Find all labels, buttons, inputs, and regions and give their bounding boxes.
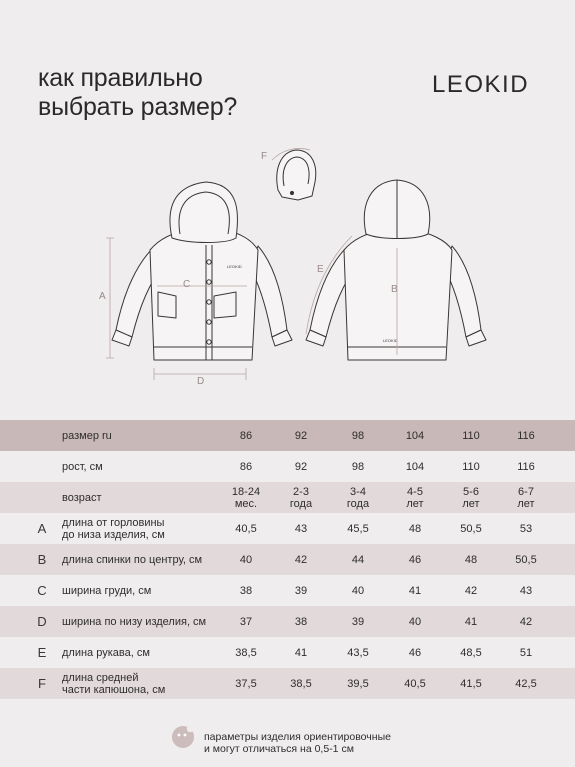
- size-table: [0, 420, 575, 699]
- age-value: 18-24 мес.: [231, 485, 261, 510]
- table-row-c: [0, 575, 575, 606]
- brand-logo: LEOKID: [432, 71, 530, 98]
- table-row-f: [0, 668, 575, 699]
- measure-value: 37: [239, 615, 253, 628]
- title-line-1: как правильно: [38, 64, 203, 92]
- label-b: B: [391, 284, 398, 295]
- height-value: 98: [351, 460, 365, 473]
- table-row-b: [0, 544, 575, 575]
- measure-value: 41,5: [460, 677, 482, 690]
- measure-value: 42: [294, 553, 308, 566]
- measure-value: 51: [519, 646, 533, 659]
- note-line-2: и могут отличаться на 0,5-1 см: [204, 743, 354, 755]
- height-value: 110: [462, 460, 480, 473]
- measure-value: 38: [294, 615, 308, 628]
- measure-value: 42,5: [515, 677, 537, 690]
- row-letter: A: [37, 520, 47, 536]
- measure-value: 44: [351, 553, 365, 566]
- measure-value: 48,5: [460, 646, 482, 659]
- label-a: A: [99, 291, 106, 302]
- table-row-age: [0, 482, 575, 513]
- label-c: C: [183, 279, 191, 290]
- measure-value: 39: [351, 615, 365, 628]
- jacket-back: [306, 180, 486, 360]
- size-value: 104: [405, 429, 425, 442]
- age-value: 4-5 лет: [406, 485, 424, 510]
- mascot-icon: [170, 724, 196, 750]
- age-value: 5-6 лет: [462, 485, 480, 510]
- param-label: длина средней части капюшона, см: [62, 671, 166, 696]
- measure-value: 48: [408, 522, 422, 535]
- measure-value: 41: [464, 615, 478, 628]
- age-value: 6-7 лет: [517, 485, 535, 510]
- table-row-height: [0, 451, 575, 482]
- param-label: ширина груди, см: [62, 584, 152, 597]
- jacket-front: [112, 182, 292, 360]
- table-row-a: [0, 513, 575, 544]
- height-value: 104: [405, 460, 425, 473]
- size-value: 86: [239, 429, 253, 442]
- param-label: длина спинки по центру, см: [62, 553, 203, 566]
- height-value: 116: [517, 460, 535, 473]
- size-value: 98: [351, 429, 365, 442]
- measure-value: 43: [294, 522, 308, 535]
- height-value: 86: [239, 460, 253, 473]
- hood-detail: [277, 150, 316, 200]
- label-f: F: [261, 151, 268, 162]
- row-letter: B: [37, 551, 47, 567]
- age-value: 2-3 года: [289, 485, 313, 510]
- measure-value: 40,5: [235, 522, 257, 535]
- param-label: размер ru: [62, 429, 112, 442]
- size-value: 92: [294, 429, 308, 442]
- size-value: 110: [462, 429, 480, 442]
- param-label: длина рукава, см: [62, 646, 150, 659]
- row-letter: D: [37, 613, 47, 629]
- measure-value: 37,5: [235, 677, 257, 690]
- table-row-e: [0, 637, 575, 668]
- measure-value: 43,5: [347, 646, 369, 659]
- measure-value: 48: [464, 553, 478, 566]
- measure-value: 41: [294, 646, 308, 659]
- param-label: ширина по низу изделия, см: [62, 615, 207, 628]
- measure-value: 39: [294, 584, 308, 597]
- label-e: E: [317, 264, 324, 275]
- height-value: 92: [294, 460, 308, 473]
- measure-value: 40,5: [404, 677, 426, 690]
- measure-value: 41: [408, 584, 422, 597]
- measure-value: 38: [239, 584, 253, 597]
- measure-value: 40: [239, 553, 253, 566]
- table-row-d: [0, 606, 575, 637]
- measure-value: 50,5: [515, 553, 537, 566]
- table-header-row: [0, 420, 575, 451]
- measure-value: 40: [408, 615, 422, 628]
- front-logo: LEOKID: [227, 264, 242, 269]
- measure-value: 38,5: [290, 677, 312, 690]
- measure-value: 43: [519, 584, 533, 597]
- measure-value: 40: [351, 584, 365, 597]
- measure-value: 45,5: [347, 522, 369, 535]
- row-letter: E: [37, 644, 47, 660]
- measure-value: 42: [464, 584, 478, 597]
- param-label: возраст: [62, 491, 102, 504]
- title-line-2: выбрать размер?: [38, 93, 238, 121]
- measure-value: 50,5: [460, 522, 482, 535]
- age-value: 3-4 года: [346, 485, 370, 510]
- disclaimer-note: [204, 731, 391, 755]
- measure-value: 38,5: [235, 646, 257, 659]
- param-label: рост, см: [62, 460, 103, 473]
- row-letter: F: [38, 675, 46, 691]
- measure-value: 39,5: [347, 677, 369, 690]
- row-letter: C: [37, 582, 47, 598]
- back-logo: LEOKID: [383, 338, 398, 343]
- size-value: 116: [517, 429, 535, 442]
- measure-value: 53: [519, 522, 533, 535]
- measure-value: 46: [408, 553, 422, 566]
- param-label: длина от горловины до низа изделия, см: [62, 516, 165, 541]
- label-d: D: [197, 376, 205, 387]
- note-line-1: параметры изделия ориентировочные: [204, 731, 391, 743]
- measure-value: 46: [408, 646, 422, 659]
- measure-value: 42: [519, 615, 533, 628]
